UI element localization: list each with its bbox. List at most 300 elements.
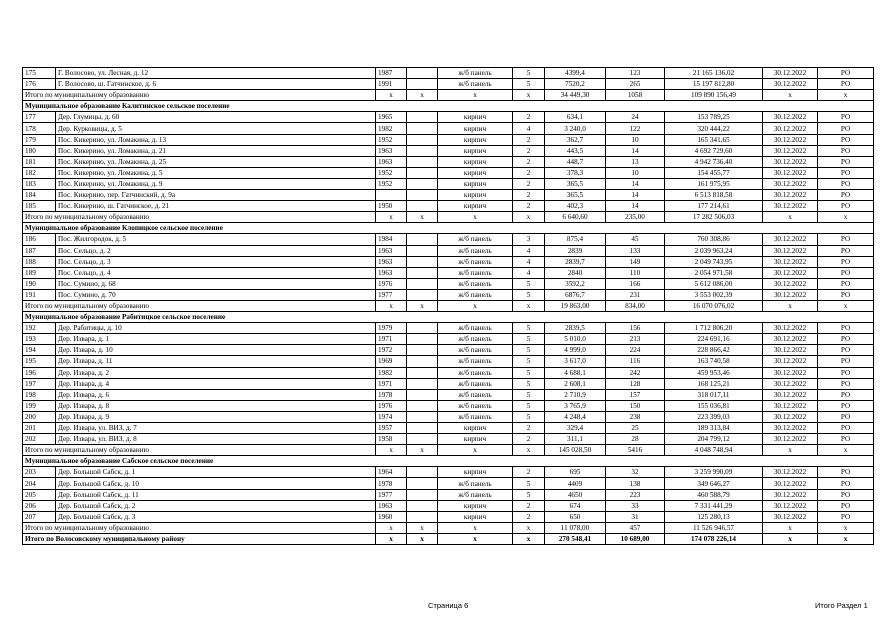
date-cell: 30.12.2022 (763, 478, 818, 489)
build-year-cell: х (376, 212, 407, 223)
row-number-cell: 177 (23, 112, 56, 123)
area-cell: 4650 (545, 489, 606, 500)
fund-cell: х (818, 522, 874, 533)
cost-cell: 161 975,95 (665, 178, 763, 189)
build-year-cell: 1963 (376, 256, 407, 267)
fund-cell: РО (818, 278, 874, 289)
wall-material-cell: х (438, 212, 513, 223)
cost-cell: 2 039 963,24 (665, 245, 763, 256)
section-header-row (23, 101, 874, 112)
extra-cell (407, 123, 438, 134)
row-number-cell: 184 (23, 190, 56, 201)
address-cell: Дер. Извара, д. 10 (56, 345, 376, 356)
address-cell: Г. Волосово, ш. Гатчинское, д. 6 (56, 79, 376, 90)
extra-cell (407, 167, 438, 178)
wall-material-cell: кирпич (438, 434, 513, 445)
row-number-cell: 202 (23, 434, 56, 445)
extra-cell (407, 234, 438, 245)
address-cell: Дер. Извара, д. 9 (56, 411, 376, 422)
table-row (23, 345, 874, 356)
date-cell: 30.12.2022 (763, 68, 818, 79)
area-cell: 634,1 (545, 112, 606, 123)
area-cell: 5 010,0 (545, 334, 606, 345)
build-year-cell: 1977 (376, 289, 407, 300)
table-row (23, 256, 874, 267)
address-cell: Дер. Большой Сабск, д. 1 (56, 467, 376, 478)
address-cell: Дер. Большой Сабск, д. 11 (56, 489, 376, 500)
residents-cell: 13 (606, 156, 665, 167)
table-row (23, 378, 874, 389)
row-number-cell: 198 (23, 389, 56, 400)
build-year-cell: х (376, 300, 407, 311)
cost-cell: 168 125,21 (665, 378, 763, 389)
build-year-cell: 1976 (376, 400, 407, 411)
wall-material-cell: ж/б панель (438, 411, 513, 422)
row-number-cell: 200 (23, 411, 56, 422)
table-row (23, 434, 874, 445)
row-number-cell: 180 (23, 145, 56, 156)
address-cell: Пос. Кикерино, ул. Ломакина, д. 13 (56, 134, 376, 145)
fund-cell: РО (818, 267, 874, 278)
row-number-cell: 193 (23, 334, 56, 345)
residents-cell: 149 (606, 256, 665, 267)
floors-cell: 5 (513, 411, 545, 422)
cost-cell: 165 341,65 (665, 134, 763, 145)
extra-cell (407, 367, 438, 378)
build-year-cell: 1964 (376, 467, 407, 478)
wall-material-cell: ж/б панель (438, 478, 513, 489)
address-cell: Пос. Кикерино, ш. Гатчинское, д. 21 (56, 201, 376, 212)
wall-material-cell: кирпич (438, 134, 513, 145)
address-cell: Дер. Извара, д. 8 (56, 400, 376, 411)
table-row (23, 511, 874, 522)
address-cell: Пос. Сельцо, д. 3 (56, 256, 376, 267)
wall-material-cell: ж/б панель (438, 79, 513, 90)
area-cell: 7520,2 (545, 79, 606, 90)
build-year-cell: х (376, 445, 407, 456)
floors-cell: 2 (513, 423, 545, 434)
row-number-cell: 181 (23, 156, 56, 167)
address-cell: Пос. Кикерино, ул. Ломакина, д. 5 (56, 167, 376, 178)
row-number-cell: 176 (23, 79, 56, 90)
section-header-row (23, 223, 874, 234)
residents-cell: 166 (606, 278, 665, 289)
area-cell: 6 640,60 (545, 212, 606, 223)
table-row (23, 79, 874, 90)
fund-cell: х (818, 90, 874, 101)
fund-cell: х (818, 533, 874, 544)
floors-cell: 5 (513, 400, 545, 411)
address-cell: Пос. Кикерино, ул. Ломакина, д. 25 (56, 156, 376, 167)
extra-cell (407, 112, 438, 123)
floors-cell: 5 (513, 356, 545, 367)
date-cell: 30.12.2022 (763, 356, 818, 367)
floors-cell: 3 (513, 234, 545, 245)
fund-cell: х (818, 445, 874, 456)
floors-cell: 2 (513, 167, 545, 178)
row-number-cell: 182 (23, 167, 56, 178)
fund-cell: РО (818, 478, 874, 489)
extra-cell (407, 356, 438, 367)
date-cell: 30.12.2022 (763, 434, 818, 445)
build-year-cell: 1978 (376, 389, 407, 400)
address-cell: Пос. Сельцо, д. 4 (56, 267, 376, 278)
build-year-cell: 1963 (376, 145, 407, 156)
residents-cell: 223 (606, 489, 665, 500)
fund-cell: РО (818, 79, 874, 90)
extra-cell (407, 79, 438, 90)
table-row (23, 289, 874, 300)
floors-cell: х (513, 533, 545, 544)
floors-cell: 2 (513, 112, 545, 123)
wall-material-cell: кирпич (438, 178, 513, 189)
area-cell: 3592,2 (545, 278, 606, 289)
table-row (23, 478, 874, 489)
date-cell: 30.12.2022 (763, 489, 818, 500)
residents-cell: 32 (606, 467, 665, 478)
wall-material-cell: кирпич (438, 201, 513, 212)
table-row (23, 123, 874, 134)
wall-material-cell: ж/б панель (438, 356, 513, 367)
extra-cell (407, 245, 438, 256)
wall-material-cell: кирпич (438, 156, 513, 167)
residents-cell: 238 (606, 411, 665, 422)
wall-material-cell: ж/б панель (438, 234, 513, 245)
floors-cell: 5 (513, 334, 545, 345)
fund-cell: РО (818, 289, 874, 300)
floors-cell: 5 (513, 345, 545, 356)
date-cell: 30.12.2022 (763, 79, 818, 90)
residents-cell: 10 689,00 (606, 533, 665, 544)
address-cell: Дер. Большой Сабск, д. 2 (56, 500, 376, 511)
cost-cell: 15 197 812,80 (665, 79, 763, 90)
extra-cell (407, 478, 438, 489)
wall-material-cell: ж/б панель (438, 389, 513, 400)
address-cell: Пос. Сумино, д. 68 (56, 278, 376, 289)
fund-cell: РО (818, 389, 874, 400)
extra-cell: х (407, 300, 438, 311)
build-year-cell: 1969 (376, 356, 407, 367)
area-cell: 3 617,0 (545, 356, 606, 367)
wall-material-cell: х (438, 522, 513, 533)
fund-cell: РО (818, 334, 874, 345)
build-year-cell: 1952 (376, 178, 407, 189)
build-year-cell: 1991 (376, 79, 407, 90)
date-cell: х (763, 533, 818, 544)
address-cell: Дер. Большой Сабск, д. 3 (56, 511, 376, 522)
date-cell: 30.12.2022 (763, 267, 818, 278)
date-cell: 30.12.2022 (763, 278, 818, 289)
wall-material-cell: х (438, 90, 513, 101)
extra-cell: х (407, 533, 438, 544)
date-cell: 30.12.2022 (763, 190, 818, 201)
date-cell: 30.12.2022 (763, 378, 818, 389)
cost-cell: 4 942 736,40 (665, 156, 763, 167)
wall-material-cell: ж/б панель (438, 323, 513, 334)
area-cell: 2839,5 (545, 323, 606, 334)
extra-cell (407, 190, 438, 201)
wall-material-cell: ж/б панель (438, 278, 513, 289)
wall-material-cell: ж/б панель (438, 378, 513, 389)
table-row (23, 411, 874, 422)
total-label: Итого по муниципальному образованию (23, 300, 376, 311)
cost-cell: 2 049 743,95 (665, 256, 763, 267)
date-cell: 30.12.2022 (763, 156, 818, 167)
extra-cell (407, 256, 438, 267)
area-cell: 365,5 (545, 178, 606, 189)
floors-cell: 5 (513, 367, 545, 378)
date-cell: 30.12.2022 (763, 400, 818, 411)
subtotal-row (23, 445, 874, 456)
table-row (23, 278, 874, 289)
fund-cell: РО (818, 411, 874, 422)
floors-cell: 2 (513, 190, 545, 201)
extra-cell (407, 68, 438, 79)
fund-cell: РО (818, 434, 874, 445)
fund-cell: РО (818, 378, 874, 389)
address-cell: Дер. Извара, д. 6 (56, 389, 376, 400)
floors-cell: 2 (513, 511, 545, 522)
floors-cell: 2 (513, 434, 545, 445)
table-row (23, 500, 874, 511)
fund-cell: х (818, 300, 874, 311)
build-year-cell: 1976 (376, 278, 407, 289)
table-row (23, 156, 874, 167)
fund-cell: РО (818, 68, 874, 79)
build-year-cell: 1984 (376, 234, 407, 245)
area-cell: 311,1 (545, 434, 606, 445)
area-cell: 2 608,1 (545, 378, 606, 389)
residents-cell: 235,00 (606, 212, 665, 223)
total-label: Итого по муниципальному образованию (23, 522, 376, 533)
extra-cell: х (407, 445, 438, 456)
residents-cell: 110 (606, 267, 665, 278)
date-cell: 30.12.2022 (763, 256, 818, 267)
wall-material-cell: ж/б панель (438, 489, 513, 500)
build-year-cell: 1978 (376, 478, 407, 489)
page-number: Страница 6 (428, 601, 469, 610)
residents-cell: 1058 (606, 90, 665, 101)
fund-cell: РО (818, 423, 874, 434)
floors-cell: х (513, 522, 545, 533)
date-cell: 30.12.2022 (763, 245, 818, 256)
extra-cell (407, 334, 438, 345)
cost-cell: 17 282 506,03 (665, 212, 763, 223)
fund-cell: РО (818, 400, 874, 411)
cost-cell: 7 331 441,29 (665, 500, 763, 511)
address-cell: Дер. Извара, ул. ВИЗ, д. 7 (56, 423, 376, 434)
address-cell: Пос. Сумино, д. 70 (56, 289, 376, 300)
total-label: Итого по муниципальному образованию (23, 212, 376, 223)
table-row (23, 467, 874, 478)
residents-cell: 242 (606, 367, 665, 378)
cost-cell: 4 048 748,94 (665, 445, 763, 456)
build-year-cell: 1952 (376, 134, 407, 145)
fund-cell: РО (818, 145, 874, 156)
fund-cell: РО (818, 511, 874, 522)
cost-cell: 1 712 806,20 (665, 323, 763, 334)
floors-cell: 4 (513, 267, 545, 278)
cost-cell: 4 692 729,60 (665, 145, 763, 156)
extra-cell (407, 201, 438, 212)
area-cell: 3 765,9 (545, 400, 606, 411)
residents-cell: 14 (606, 201, 665, 212)
row-number-cell: 206 (23, 500, 56, 511)
fund-cell: РО (818, 190, 874, 201)
extra-cell: х (407, 90, 438, 101)
area-cell: 3 240,0 (545, 123, 606, 134)
residents-cell: 28 (606, 434, 665, 445)
area-cell: 650 (545, 511, 606, 522)
cost-cell: 125 280,13 (665, 511, 763, 522)
wall-material-cell: х (438, 533, 513, 544)
address-cell: Пос. Кикерино, ул. Ломакина, д. 21 (56, 145, 376, 156)
residents-cell: 224 (606, 345, 665, 356)
extra-cell (407, 345, 438, 356)
extra-cell (407, 267, 438, 278)
table-row (23, 356, 874, 367)
date-cell: 30.12.2022 (763, 511, 818, 522)
row-number-cell: 191 (23, 289, 56, 300)
cost-cell: 5 612 086,00 (665, 278, 763, 289)
extra-cell: х (407, 212, 438, 223)
cost-cell: 189 313,84 (665, 423, 763, 434)
cost-cell: 174 078 226,14 (665, 533, 763, 544)
area-cell: 270 548,41 (545, 533, 606, 544)
wall-material-cell: кирпич (438, 190, 513, 201)
table-row (23, 389, 874, 400)
row-number-cell: 189 (23, 267, 56, 278)
cost-cell: 163 740,58 (665, 356, 763, 367)
row-number-cell: 190 (23, 278, 56, 289)
build-year-cell (376, 190, 407, 201)
address-cell: Пос. Кикерино, ул. Ломакина, д. 9 (56, 178, 376, 189)
row-number-cell: 203 (23, 467, 56, 478)
extra-cell (407, 411, 438, 422)
floors-cell: 5 (513, 79, 545, 90)
residents-cell: 128 (606, 378, 665, 389)
area-cell: 365,5 (545, 190, 606, 201)
extra-cell (407, 400, 438, 411)
address-cell: Дер. Извара, д. 4 (56, 378, 376, 389)
table-row (23, 134, 874, 145)
residents-cell: 24 (606, 112, 665, 123)
cost-cell: 2 054 971,58 (665, 267, 763, 278)
date-cell: 30.12.2022 (763, 411, 818, 422)
table-row (23, 245, 874, 256)
area-cell: 4 999,0 (545, 345, 606, 356)
build-year-cell: 1965 (376, 112, 407, 123)
row-number-cell: 194 (23, 345, 56, 356)
extra-cell (407, 500, 438, 511)
extra-cell (407, 434, 438, 445)
address-cell: Дер. Курковицы, д. 5 (56, 123, 376, 134)
extra-cell (407, 145, 438, 156)
cost-cell: 228 866,42 (665, 345, 763, 356)
housing-table (22, 67, 874, 545)
floors-cell: 2 (513, 134, 545, 145)
build-year-cell: 1960 (376, 511, 407, 522)
table-row (23, 167, 874, 178)
residents-cell: 10 (606, 134, 665, 145)
subtotal-row (23, 522, 874, 533)
total-label: Итого по муниципальному образованию (23, 445, 376, 456)
date-cell: 30.12.2022 (763, 201, 818, 212)
wall-material-cell: кирпич (438, 500, 513, 511)
date-cell: х (763, 445, 818, 456)
area-cell: 329,4 (545, 423, 606, 434)
total-label: Итого по Волосовскому муниципальному району (23, 533, 376, 544)
wall-material-cell: кирпич (438, 145, 513, 156)
area-cell: 695 (545, 467, 606, 478)
row-number-cell: 187 (23, 245, 56, 256)
floors-cell: 2 (513, 467, 545, 478)
residents-cell: 14 (606, 190, 665, 201)
row-number-cell: 186 (23, 234, 56, 245)
wall-material-cell: кирпич (438, 423, 513, 434)
build-year-cell: 1963 (376, 156, 407, 167)
area-cell: 378,3 (545, 167, 606, 178)
address-cell: Дер. Извара, д. 1 (56, 334, 376, 345)
build-year-cell: 1982 (376, 123, 407, 134)
row-number-cell: 188 (23, 256, 56, 267)
floors-cell: 5 (513, 323, 545, 334)
address-cell: Дер. Глумицы, д. 60 (56, 112, 376, 123)
build-year-cell: х (376, 533, 407, 544)
address-cell: Дер. Большой Сабск, д. 10 (56, 478, 376, 489)
address-cell: Дер. Рабитицы, д. 10 (56, 323, 376, 334)
date-cell: 30.12.2022 (763, 467, 818, 478)
fund-cell: РО (818, 256, 874, 267)
cost-cell: 3 553 002,39 (665, 289, 763, 300)
date-cell: 30.12.2022 (763, 345, 818, 356)
floors-cell: 5 (513, 278, 545, 289)
floors-cell: 5 (513, 378, 545, 389)
table-row (23, 112, 874, 123)
extra-cell (407, 467, 438, 478)
floors-cell: 4 (513, 245, 545, 256)
residents-cell: 25 (606, 423, 665, 434)
date-cell: 30.12.2022 (763, 334, 818, 345)
date-cell: х (763, 522, 818, 533)
build-year-cell: 1963 (376, 267, 407, 278)
build-year-cell: 1972 (376, 345, 407, 356)
floors-cell: 2 (513, 145, 545, 156)
date-cell: 30.12.2022 (763, 178, 818, 189)
section-title: Муниципальное образование Рабитицкое сельское поселение (23, 312, 874, 323)
cost-cell: 11 526 946,57 (665, 522, 763, 533)
fund-cell: РО (818, 489, 874, 500)
extra-cell (407, 134, 438, 145)
address-cell: Г. Волосово, ул. Лесная, д. 12 (56, 68, 376, 79)
extra-cell (407, 323, 438, 334)
residents-cell: 31 (606, 511, 665, 522)
address-cell: Пос. Сельцо, д. 2 (56, 245, 376, 256)
extra-cell (407, 156, 438, 167)
floors-cell: х (513, 212, 545, 223)
table-row (23, 489, 874, 500)
row-number-cell: 199 (23, 400, 56, 411)
row-number-cell: 195 (23, 356, 56, 367)
row-number-cell: 205 (23, 489, 56, 500)
floors-cell: 5 (513, 389, 545, 400)
residents-cell: 138 (606, 478, 665, 489)
floors-cell: 2 (513, 156, 545, 167)
floors-cell: 5 (513, 289, 545, 300)
fund-cell: РО (818, 178, 874, 189)
extra-cell: х (407, 522, 438, 533)
fund-cell: РО (818, 134, 874, 145)
